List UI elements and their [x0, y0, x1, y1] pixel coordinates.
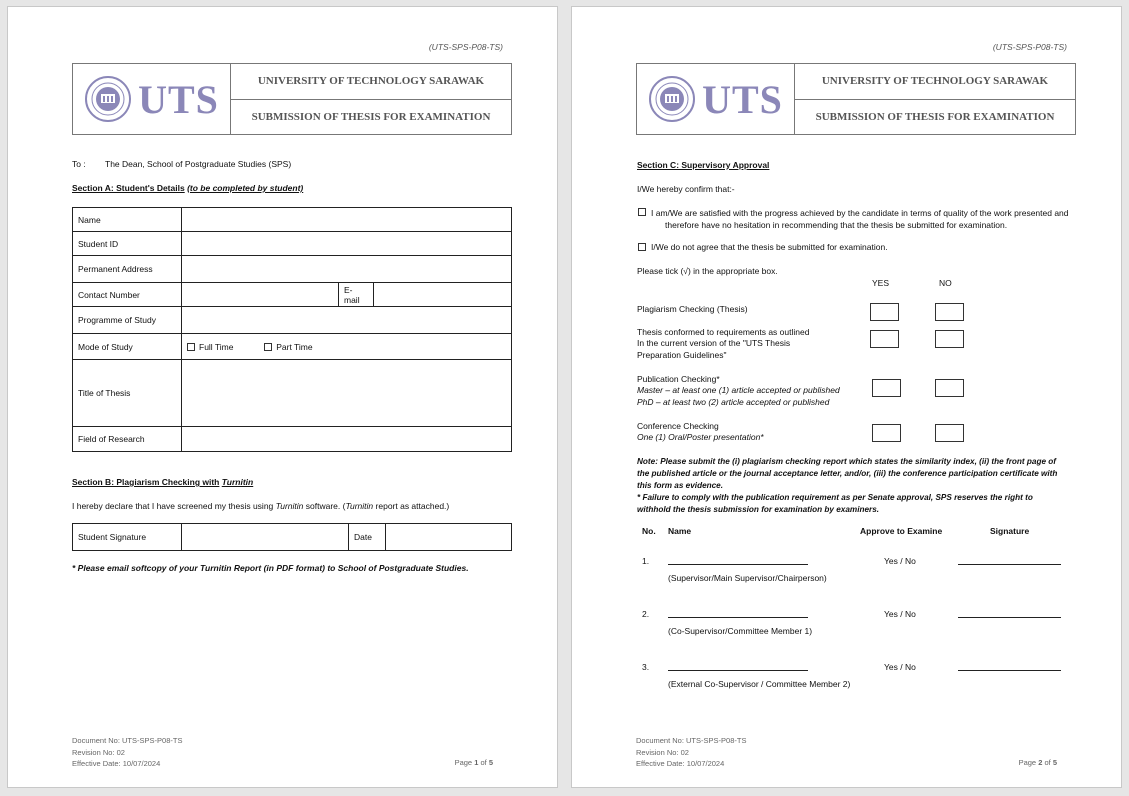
conference-no-box[interactable] — [935, 424, 964, 442]
revision-number: Revision No: 02 — [72, 747, 125, 757]
to-recipient: The Dean, School of Postgraduate Studies (SPS) — [105, 159, 292, 169]
approver-row-2-yes-no[interactable]: Yes / No — [884, 609, 916, 619]
conference-check-title: Conference Checking — [637, 421, 719, 431]
name-field[interactable] — [182, 208, 512, 232]
uts-logo — [73, 64, 231, 134]
thesis-title-label: Title of Thesis — [73, 360, 182, 427]
approver-row-3-yes-no[interactable]: Yes / No — [884, 662, 916, 672]
logo-wordmark: UTS — [702, 76, 783, 122]
signature-table — [72, 523, 512, 551]
approver-row-1-role: (Supervisor/Main Supervisor/Chairperson) — [668, 573, 827, 583]
publication-no-box[interactable] — [935, 379, 964, 397]
approver-row-2-number: 2. — [642, 609, 650, 619]
approver-row-3-signature-line[interactable] — [958, 661, 1061, 671]
programme-field[interactable] — [182, 307, 512, 334]
conference-requirement: One (1) Oral/Poster presentation* — [637, 432, 764, 442]
student-id-label: Student ID — [73, 232, 182, 256]
plagiarism-declaration: I hereby declare that I have screened my thesis using Turnitin software. (Turnitin report as attached.) — [72, 501, 450, 511]
programme-label: Programme of Study — [73, 307, 182, 334]
mode-of-study-label: Mode of Study — [73, 334, 182, 360]
publication-master-requirement: Master – at least one (1) article accepted or published — [637, 385, 840, 395]
date-label: Date — [349, 524, 386, 551]
page-number: Page 1 of 5 — [454, 758, 493, 767]
document-reference: (UTS-SPS-P08-TS) — [428, 42, 503, 52]
part-time-label: Part Time — [276, 341, 313, 352]
thesis-title-field[interactable] — [182, 360, 512, 427]
approver-row-1-signature-line[interactable] — [958, 555, 1061, 565]
permanent-address-field[interactable] — [182, 256, 512, 283]
col-name-header: Name — [668, 526, 692, 536]
form-page-2 — [571, 6, 1122, 788]
approver-row-3-role: (External Co-Supervisor / Committee Member 2) — [668, 679, 851, 689]
full-time-checkbox[interactable] — [187, 343, 195, 351]
guidelines-check-line-3: Preparation Guidelines" — [637, 350, 727, 360]
publication-check-title: Publication Checking* — [637, 374, 720, 384]
tick-instruction: Please tick (√) in the appropriate box. — [637, 266, 778, 276]
form-header — [72, 63, 512, 135]
section-a-heading: Section A: Student's Details (to be completed by student) — [72, 183, 304, 193]
effective-date: Effective Date: 10/07/2024 — [636, 759, 725, 768]
student-signature-label: Student Signature — [73, 524, 182, 551]
university-seal-icon — [648, 75, 696, 123]
approver-row-2-signature-line[interactable] — [958, 608, 1061, 618]
approver-row-1-name-line[interactable] — [668, 555, 808, 565]
field-of-research-field[interactable] — [182, 427, 512, 452]
publication-phd-requirement: PhD – at least two (2) article accepted or published — [637, 397, 830, 407]
guidelines-no-box[interactable] — [935, 330, 964, 348]
conference-yes-box[interactable] — [872, 424, 901, 442]
guidelines-check-line-1: Thesis conformed to requirements as outlined — [637, 327, 810, 337]
approver-row-3-name-line[interactable] — [668, 661, 808, 671]
revision-number: Revision No: 02 — [636, 747, 689, 757]
student-id-field[interactable] — [182, 232, 512, 256]
approver-row-2-role: (Co-Supervisor/Committee Member 1) — [668, 626, 813, 636]
university-name: UNIVERSITY OF TECHNOLOGY SARAWAK — [231, 64, 511, 100]
document-number: Document No: UTS-SPS-P08-TS — [72, 736, 183, 745]
name-label: Name — [73, 208, 182, 232]
permanent-address-label: Permanent Address — [73, 256, 182, 283]
approve-option-checkbox[interactable] — [638, 208, 646, 216]
col-no-header: No. — [642, 526, 656, 536]
approver-row-3-number: 3. — [642, 662, 650, 672]
document-number: Document No: UTS-SPS-P08-TS — [636, 736, 747, 745]
page-footer — [636, 735, 746, 770]
plagiarism-no-box[interactable] — [935, 303, 964, 321]
student-signature-field[interactable] — [182, 524, 349, 551]
effective-date: Effective Date: 10/07/2024 — [72, 759, 161, 768]
yes-column-header: YES — [872, 278, 890, 288]
confirm-statement: I/We hereby confirm that:- — [637, 184, 735, 194]
contact-number-field[interactable] — [182, 283, 339, 307]
student-details-table — [72, 207, 512, 452]
to-label: To : — [72, 159, 86, 169]
contact-number-label: Contact Number — [73, 283, 182, 307]
full-time-label: Full Time — [199, 341, 234, 352]
approve-option-line-2: therefore have no hesitation in recommending that the thesis be submitted for examination. — [665, 220, 1008, 230]
page-footer — [72, 735, 182, 770]
submission-note: Note: Please submit the (i) plagiarism checking report which states the similarity index, (ii) the front page of the published article or the journal acceptance letter, and/or, (iii) the conference participation certificate with this form as evidence. * Failure to comply with the publication requirement as per Senate approval, SPS reserves the right to withhold the thesis submission for examination by examiners. — [637, 457, 1058, 514]
email-instruction: * Please email softcopy of your Turnitin Report (in PDF format) to School of Postgraduate Studies. — [72, 563, 469, 573]
plagiarism-yes-box[interactable] — [870, 303, 899, 321]
field-of-research-label: Field of Research — [73, 427, 182, 452]
section-b-heading: Section B: Plagiarism Checking with Turnitin — [72, 477, 254, 487]
mode-of-study-options — [182, 334, 512, 360]
part-time-checkbox[interactable] — [264, 343, 272, 351]
disagree-option-checkbox[interactable] — [638, 243, 646, 251]
disagree-option-label: I/We do not agree that the thesis be submitted for examination. — [651, 242, 888, 252]
approver-row-1-yes-no[interactable]: Yes / No — [884, 556, 916, 566]
approve-option-line-1: I am/We are satisfied with the progress achieved by the candidate in terms of quality of the work presented and — [651, 208, 1069, 218]
document-reference: (UTS-SPS-P08-TS) — [992, 42, 1067, 52]
publication-yes-box[interactable] — [872, 379, 901, 397]
logo-wordmark: UTS — [138, 76, 219, 122]
approver-row-1-number: 1. — [642, 556, 650, 566]
plagiarism-check-label: Plagiarism Checking (Thesis) — [637, 304, 748, 314]
university-seal-icon — [84, 75, 132, 123]
form-title: SUBMISSION OF THESIS FOR EXAMINATION — [815, 110, 1055, 123]
approver-row-2-name-line[interactable] — [668, 608, 808, 618]
section-c-heading: Section C: Supervisory Approval — [637, 160, 770, 170]
col-approve-header: Approve to Examine — [860, 526, 943, 536]
page-number: Page 2 of 5 — [1018, 758, 1057, 767]
email-field[interactable] — [374, 283, 512, 307]
uts-logo — [637, 64, 795, 134]
email-label: E-mail — [339, 283, 374, 307]
col-signature-header: Signature — [990, 526, 1030, 536]
university-name: UNIVERSITY OF TECHNOLOGY SARAWAK — [795, 64, 1075, 100]
form-title: SUBMISSION OF THESIS FOR EXAMINATION — [251, 110, 491, 123]
date-field[interactable] — [386, 524, 512, 551]
guidelines-check-line-2: In the current version of the "UTS Thesis — [637, 338, 791, 348]
guidelines-yes-box[interactable] — [870, 330, 899, 348]
no-column-header: NO — [939, 278, 952, 288]
form-page-1 — [7, 6, 558, 788]
form-header — [636, 63, 1076, 135]
